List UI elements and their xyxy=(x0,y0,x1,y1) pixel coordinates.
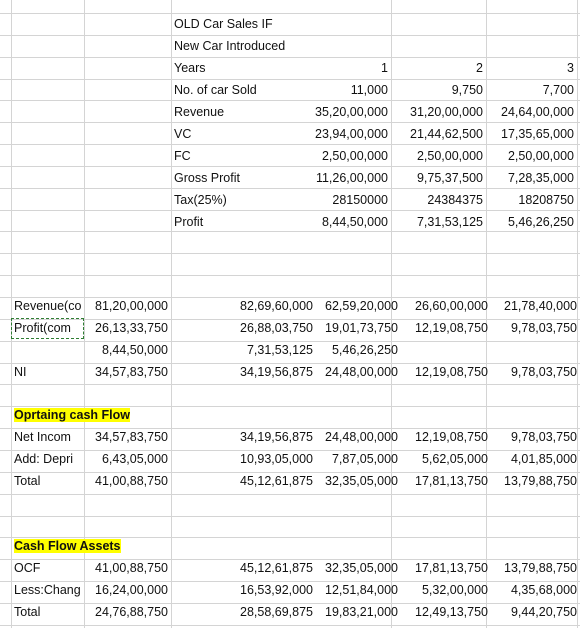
top-row-value[interactable]: 18208750 xyxy=(518,193,574,207)
mid-row-value[interactable]: 5,46,26,250 xyxy=(331,343,398,357)
top-row-value[interactable]: 9,750 xyxy=(451,83,483,97)
ocf-header-wrap xyxy=(11,405,171,426)
mid-row-value[interactable]: 82,69,60,000 xyxy=(240,299,313,313)
ocf-row-value[interactable]: 34,19,56,875 xyxy=(240,430,313,444)
row-line xyxy=(0,253,580,254)
ocf-header[interactable]: Oprtaing cash Flow xyxy=(14,408,130,422)
ocf-row-label[interactable]: Net Incom xyxy=(14,430,71,444)
cfa-row-value[interactable]: 16,24,00,000 xyxy=(95,583,168,597)
cfa-row-value[interactable]: 24,76,88,750 xyxy=(95,605,168,619)
ocf-row-value[interactable]: 9,78,03,750 xyxy=(510,430,577,444)
mid-row-value[interactable]: 62,59,20,000 xyxy=(325,299,398,313)
mid-row-value[interactable]: 21,78,40,000 xyxy=(504,299,577,313)
top-row-value[interactable]: 8,44,50,000 xyxy=(321,215,388,229)
mid-row-value[interactable]: 81,20,00,000 xyxy=(95,299,168,313)
top-row-value[interactable]: 21,44,62,500 xyxy=(410,127,483,141)
mid-row-value[interactable]: 26,60,00,000 xyxy=(415,299,488,313)
top-table-title1[interactable]: OLD Car Sales IF xyxy=(174,17,273,31)
top-row-value[interactable]: 11,26,00,000 xyxy=(315,171,388,185)
cfa-row-value[interactable]: 4,35,68,000 xyxy=(510,583,577,597)
top-row-value[interactable]: 28150000 xyxy=(332,193,388,207)
top-row-value[interactable]: 17,35,65,000 xyxy=(501,127,574,141)
ocf-row-value[interactable]: 13,79,88,750 xyxy=(504,474,577,488)
cfa-header[interactable]: Cash Flow Assets xyxy=(14,539,121,553)
top-row-value[interactable]: 9,75,37,500 xyxy=(416,171,483,185)
cfa-row-value[interactable]: 12,49,13,750 xyxy=(415,605,488,619)
mid-row-value[interactable]: 26,13,33,750 xyxy=(95,321,168,335)
mid-row-value[interactable]: 9,78,03,750 xyxy=(510,365,577,379)
top-row-label[interactable]: Profit xyxy=(174,215,204,229)
top-row-value[interactable]: 24,64,00,000 xyxy=(501,105,574,119)
mid-row-value[interactable] xyxy=(401,340,491,361)
cfa-row-value[interactable]: 45,12,61,875 xyxy=(240,561,313,575)
mid-row-value[interactable]: 26,88,03,750 xyxy=(240,321,313,335)
cfa-row-value[interactable]: 19,83,21,000 xyxy=(325,605,398,619)
top-row-value[interactable]: 5,46,26,250 xyxy=(507,215,574,229)
top-row-value[interactable]: 2 xyxy=(476,61,483,75)
mid-row-value[interactable]: 19,01,73,750 xyxy=(325,321,398,335)
mid-row-value[interactable]: 9,78,03,750 xyxy=(510,321,577,335)
ocf-row-value[interactable]: 17,81,13,750 xyxy=(415,474,488,488)
mid-row-label[interactable]: Profit(com xyxy=(14,321,71,335)
cfa-header-wrap xyxy=(11,536,171,557)
mid-row-value[interactable]: 12,19,08,750 xyxy=(415,365,488,379)
mid-row-label[interactable] xyxy=(11,340,84,361)
cfa-row-value[interactable]: 41,00,88,750 xyxy=(95,561,168,575)
top-row-value[interactable]: 35,20,00,000 xyxy=(315,105,388,119)
top-row-label[interactable]: Tax(25%) xyxy=(174,193,227,207)
top-row-value[interactable]: 11,000 xyxy=(350,83,388,97)
cfa-row-value[interactable]: 32,35,05,000 xyxy=(325,561,398,575)
ocf-row-label[interactable]: Add: Depri xyxy=(14,452,74,466)
row-line xyxy=(0,625,580,626)
ocf-row-value[interactable]: 24,48,00,000 xyxy=(325,430,398,444)
mid-row-value[interactable]: 8,44,50,000 xyxy=(101,343,168,357)
mid-row-value[interactable]: 7,31,53,125 xyxy=(246,343,313,357)
cfa-row-label[interactable]: Less:Chang xyxy=(14,583,81,597)
mid-row-label[interactable]: Revenue(co xyxy=(14,299,82,313)
top-row-label[interactable]: VC xyxy=(174,127,192,141)
cfa-row-label[interactable]: OCF xyxy=(14,561,41,575)
mid-row-label[interactable]: NI xyxy=(14,365,27,379)
mid-row-value[interactable]: 34,19,56,875 xyxy=(240,365,313,379)
mid-row-value[interactable] xyxy=(491,340,580,361)
top-row-value[interactable]: 7,31,53,125 xyxy=(416,215,483,229)
cfa-row-value[interactable]: 9,44,20,750 xyxy=(510,605,577,619)
ocf-row-value[interactable]: 12,19,08,750 xyxy=(415,430,488,444)
ocf-row-value[interactable]: 4,01,85,000 xyxy=(510,452,577,466)
row-line xyxy=(0,384,580,385)
top-row-value[interactable]: 2,50,00,000 xyxy=(416,149,483,163)
cfa-row-value[interactable]: 5,32,00,000 xyxy=(421,583,488,597)
top-row-value[interactable]: 1 xyxy=(381,61,388,75)
top-row-label[interactable]: Years xyxy=(174,61,206,75)
top-row-label[interactable]: FC xyxy=(174,149,191,163)
cfa-row-value[interactable]: 16,53,92,000 xyxy=(240,583,313,597)
ocf-row-value[interactable]: 32,35,05,000 xyxy=(325,474,398,488)
row-line xyxy=(0,275,580,276)
top-row-label[interactable]: Gross Profit xyxy=(174,171,240,185)
ocf-row-value[interactable]: 41,00,88,750 xyxy=(95,474,168,488)
top-table-title2[interactable]: New Car Introduced xyxy=(174,39,286,53)
row-line xyxy=(0,516,580,517)
ocf-row-value[interactable]: 7,87,05,000 xyxy=(331,452,398,466)
cfa-row-value[interactable]: 13,79,88,750 xyxy=(504,561,577,575)
cfa-row-value[interactable]: 28,58,69,875 xyxy=(240,605,313,619)
ocf-row-value[interactable]: 34,57,83,750 xyxy=(95,430,168,444)
top-row-value[interactable]: 2,50,00,000 xyxy=(321,149,388,163)
ocf-row-value[interactable]: 5,62,05,000 xyxy=(421,452,488,466)
cfa-row-value[interactable]: 12,51,84,000 xyxy=(325,583,398,597)
ocf-row-value[interactable]: 10,93,05,000 xyxy=(240,452,313,466)
cfa-row-value[interactable]: 17,81,13,750 xyxy=(415,561,488,575)
top-row-label[interactable]: Revenue xyxy=(174,105,225,119)
top-row-value[interactable]: 31,20,00,000 xyxy=(410,105,483,119)
ocf-row-value[interactable]: 6,43,05,000 xyxy=(101,452,168,466)
top-row-label[interactable]: No. of car Sold xyxy=(174,83,257,97)
row-line xyxy=(0,494,580,495)
top-row-value[interactable]: 7,28,35,000 xyxy=(507,171,574,185)
ocf-row-label[interactable]: Total xyxy=(14,474,41,488)
ocf-row-value[interactable]: 45,12,61,875 xyxy=(240,474,313,488)
top-row-value[interactable]: 2,50,00,000 xyxy=(507,149,574,163)
top-row-value[interactable]: 7,700 xyxy=(542,83,574,97)
cfa-row-label[interactable]: Total xyxy=(14,605,41,619)
top-row-value[interactable]: 3 xyxy=(567,61,574,75)
top-row-value[interactable]: 24384375 xyxy=(427,193,483,207)
mid-row-value[interactable]: 24,48,00,000 xyxy=(325,365,398,379)
mid-row-value[interactable]: 12,19,08,750 xyxy=(415,321,488,335)
top-row-value[interactable]: 23,94,00,000 xyxy=(315,127,388,141)
mid-row-value[interactable]: 34,57,83,750 xyxy=(95,365,168,379)
